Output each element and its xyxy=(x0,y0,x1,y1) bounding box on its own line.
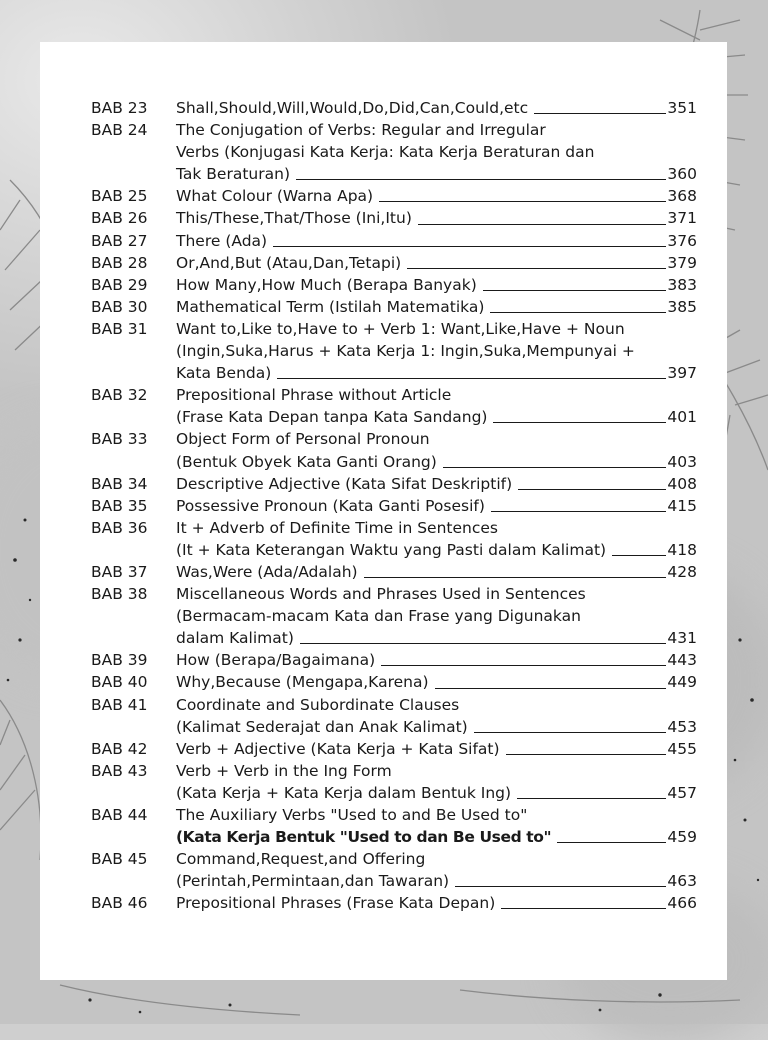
dot-leader xyxy=(379,201,666,202)
chapter-title-line: Why,Because (Mengapa,Karena) xyxy=(176,673,429,692)
dot-leader xyxy=(277,378,666,379)
toc-entry xyxy=(91,649,697,671)
chapter-title-line: Command,Request,and Offering xyxy=(176,850,426,869)
page-number: 360 xyxy=(667,165,697,184)
chapter-title-line: Possessive Pronoun (Kata Ganti Posesif) xyxy=(176,496,485,515)
chapter-title-last-line xyxy=(176,406,697,428)
dot-leader xyxy=(493,422,666,423)
dot-leader xyxy=(483,290,667,291)
chapter-title-line: Coordinate and Subordinate Clauses xyxy=(176,695,460,714)
dot-leader xyxy=(612,555,666,556)
chapter-title-last-line xyxy=(176,826,697,848)
chapter-title-line: Verb + Verb in the Ing Form xyxy=(176,761,392,780)
chapter-title-line: The Auxiliary Verbs "Used to and Be Used to" xyxy=(176,806,528,824)
chapter-title-last-line xyxy=(176,561,697,583)
chapter-title-line: How Many,How Much (Berapa Banyak) xyxy=(176,275,477,294)
chapter-title-line: (Kalimat Sederajat dan Anak Kalimat) xyxy=(176,717,468,736)
chapter-title-line: (Kata Kerja + Kata Kerja dalam Bentuk Ing) xyxy=(176,783,512,802)
dot-leader xyxy=(300,643,667,644)
chapter-title-last-line xyxy=(176,782,697,804)
chapter-title-line: dalam Kalimat) xyxy=(176,629,294,648)
toc-entry xyxy=(91,848,697,892)
toc-entry xyxy=(91,495,697,517)
toc-entry xyxy=(91,428,697,472)
page-number: 449 xyxy=(667,673,697,692)
chapter-title-last-line xyxy=(176,274,697,296)
chapter-title-line: (Bermacam-macam Kata dan Frase yang Digunakan xyxy=(176,607,581,626)
toc-entry xyxy=(91,583,697,649)
chapter-title-line: (Frase Kata Depan tanpa Kata Sandang) xyxy=(176,408,488,427)
toc-entry xyxy=(91,804,697,848)
chapter-title-last-line xyxy=(176,738,697,760)
chapter-title-line: Prepositional Phrase without Article xyxy=(176,386,452,405)
page-number: 418 xyxy=(667,540,697,559)
dot-leader xyxy=(518,489,666,490)
chapter-title-line: This/These,That/Those (Ini,Itu) xyxy=(176,209,412,228)
chapter-number: BAB 42 xyxy=(91,739,148,758)
page-number: 466 xyxy=(667,894,697,913)
chapter-title-line: Or,And,But (Atau,Dan,Tetapi) xyxy=(176,253,402,272)
chapter-title-last-line xyxy=(176,892,697,914)
toc-entry xyxy=(91,185,697,207)
dot-leader xyxy=(435,688,667,689)
chapter-title-last-line xyxy=(176,451,697,473)
page-number: 401 xyxy=(667,408,697,427)
chapter-title-line: The Conjugation of Verbs: Regular and Irregular xyxy=(176,121,546,140)
chapter-number: BAB 38 xyxy=(91,585,148,604)
chapter-title-line: (It + Kata Keterangan Waktu yang Pasti dalam Kalimat) xyxy=(176,540,607,559)
toc-entry xyxy=(91,694,697,738)
chapter-title-line: Shall,Should,Will,Would,Do,Did,Can,Could,etc xyxy=(176,99,529,117)
chapter-title-last-line xyxy=(176,252,697,274)
toc-entry xyxy=(91,892,697,914)
toc-entry xyxy=(91,318,697,384)
page-number: 443 xyxy=(667,651,697,670)
chapter-title-last-line xyxy=(176,539,697,561)
chapter-number: BAB 46 xyxy=(91,894,148,913)
toc-entry xyxy=(91,207,697,229)
page-number: 379 xyxy=(667,253,697,272)
chapter-number: BAB 27 xyxy=(91,231,148,250)
dot-leader xyxy=(506,754,667,755)
page-number: 403 xyxy=(667,452,697,471)
page-number: 376 xyxy=(667,231,697,250)
chapter-title-line: Descriptive Adjective (Kata Sifat Deskriptif) xyxy=(176,474,513,493)
chapter-number: BAB 29 xyxy=(91,275,148,294)
chapter-number: BAB 45 xyxy=(91,850,148,869)
chapter-number: BAB 32 xyxy=(91,386,148,405)
toc-entry xyxy=(91,252,697,274)
chapter-title-last-line xyxy=(176,97,697,119)
dot-leader xyxy=(474,732,667,733)
chapter-title-last-line xyxy=(176,870,697,892)
dot-leader xyxy=(490,312,666,313)
chapter-title-line: Miscellaneous Words and Phrases Used in Sentences xyxy=(176,585,586,604)
chapter-title-last-line xyxy=(176,207,697,229)
chapter-title-line: Verbs (Konjugasi Kata Kerja: Kata Kerja Beraturan dan xyxy=(176,143,595,162)
chapter-title-last-line xyxy=(176,495,697,517)
chapter-title-line: There (Ada) xyxy=(176,231,268,250)
chapter-title-line: Prepositional Phrases (Frase Kata Depan) xyxy=(176,894,496,913)
chapter-number: BAB 35 xyxy=(91,496,148,515)
chapter-title-last-line xyxy=(176,230,697,252)
page-number: 431 xyxy=(667,629,697,648)
toc-entry xyxy=(91,296,697,318)
toc-entry xyxy=(91,97,697,119)
dot-leader xyxy=(455,886,666,887)
chapter-number: BAB 44 xyxy=(91,806,148,824)
page-number: 415 xyxy=(667,496,697,515)
chapter-title-last-line xyxy=(176,185,697,207)
dot-leader xyxy=(381,665,666,666)
chapter-number: BAB 36 xyxy=(91,518,148,537)
toc-entry xyxy=(91,517,697,561)
dot-leader xyxy=(557,842,666,843)
page-number: 457 xyxy=(667,783,697,802)
page-number: 455 xyxy=(667,739,697,758)
chapter-title-last-line xyxy=(176,362,697,384)
page-number: 397 xyxy=(667,364,697,383)
toc-entry xyxy=(91,384,697,428)
dot-leader xyxy=(501,908,666,909)
chapter-number: BAB 30 xyxy=(91,297,148,316)
chapter-title-line: How (Berapa/Bagaimana) xyxy=(176,651,376,670)
dot-leader xyxy=(418,224,667,225)
chapter-title-line: Kata Benda) xyxy=(176,364,272,383)
dot-leader xyxy=(491,511,667,512)
toc-entry xyxy=(91,274,697,296)
page-number: 351 xyxy=(667,99,697,117)
chapter-title-last-line xyxy=(176,163,697,185)
dot-leader xyxy=(407,268,666,269)
page-number: 459 xyxy=(667,828,697,847)
chapter-title-line: (Bentuk Obyek Kata Ganti Orang) xyxy=(176,452,437,471)
chapter-number: BAB 23 xyxy=(91,99,148,117)
page-number: 385 xyxy=(667,297,697,316)
page-number: 408 xyxy=(667,474,697,493)
chapter-number: BAB 39 xyxy=(91,651,148,670)
dot-leader xyxy=(296,179,666,180)
chapter-title-line: What Colour (Warna Apa) xyxy=(176,187,374,206)
toc-entry xyxy=(91,738,697,760)
chapter-title-last-line xyxy=(176,627,697,649)
toc-entry xyxy=(91,119,697,185)
chapter-title-line: Was,Were (Ada/Adalah) xyxy=(176,562,358,581)
chapter-title-line: Mathematical Term (Istilah Matematika) xyxy=(176,297,485,316)
chapter-title-line: Tak Beraturan) xyxy=(176,165,290,184)
dot-leader xyxy=(534,113,666,114)
table-of-contents xyxy=(91,97,697,914)
page-number: 428 xyxy=(667,562,697,581)
page-number: 463 xyxy=(667,872,697,891)
dot-leader xyxy=(364,577,667,578)
chapter-number: BAB 43 xyxy=(91,761,148,780)
toc-entry xyxy=(91,671,697,693)
dot-leader xyxy=(273,246,666,247)
chapter-number: BAB 37 xyxy=(91,562,148,581)
chapter-title-last-line xyxy=(176,296,697,318)
dot-leader xyxy=(517,798,666,799)
chapter-title-last-line xyxy=(176,649,697,671)
chapter-number: BAB 40 xyxy=(91,673,148,692)
chapter-title-line: (Kata Kerja Bentuk "Used to dan Be Used to" xyxy=(176,828,552,847)
toc-entry xyxy=(91,561,697,583)
page-number: 383 xyxy=(667,275,697,294)
chapter-title-line: It + Adverb of Definite Time in Sentences xyxy=(176,518,498,537)
chapter-title-line: Object Form of Personal Pronoun xyxy=(176,430,430,449)
page-number: 371 xyxy=(667,209,697,228)
chapter-title-line: (Perintah,Permintaan,dan Tawaran) xyxy=(176,872,450,891)
dot-leader xyxy=(443,467,667,468)
chapter-title-last-line xyxy=(176,671,697,693)
chapter-number: BAB 28 xyxy=(91,253,148,272)
toc-entry xyxy=(91,230,697,252)
chapter-number: BAB 41 xyxy=(91,695,148,714)
chapter-number: BAB 33 xyxy=(91,430,148,449)
chapter-title-line: Verb + Adjective (Kata Kerja + Kata Sifat) xyxy=(176,739,500,758)
page-number: 368 xyxy=(667,187,697,206)
chapter-number: BAB 26 xyxy=(91,209,148,228)
chapter-number: BAB 34 xyxy=(91,474,148,493)
chapter-title-last-line xyxy=(176,473,697,495)
chapter-number: BAB 24 xyxy=(91,121,148,140)
toc-entry xyxy=(91,760,697,804)
chapter-number: BAB 25 xyxy=(91,187,148,206)
chapter-number: BAB 31 xyxy=(91,319,148,338)
chapter-title-last-line xyxy=(176,716,697,738)
chapter-title-line: Want to,Like to,Have to + Verb 1: Want,Like,Have + Noun xyxy=(176,319,625,338)
toc-entry xyxy=(91,473,697,495)
chapter-title-line: (Ingin,Suka,Harus + Kata Kerja 1: Ingin,Suka,Mempunyai + xyxy=(176,342,635,361)
page-number: 453 xyxy=(667,717,697,736)
